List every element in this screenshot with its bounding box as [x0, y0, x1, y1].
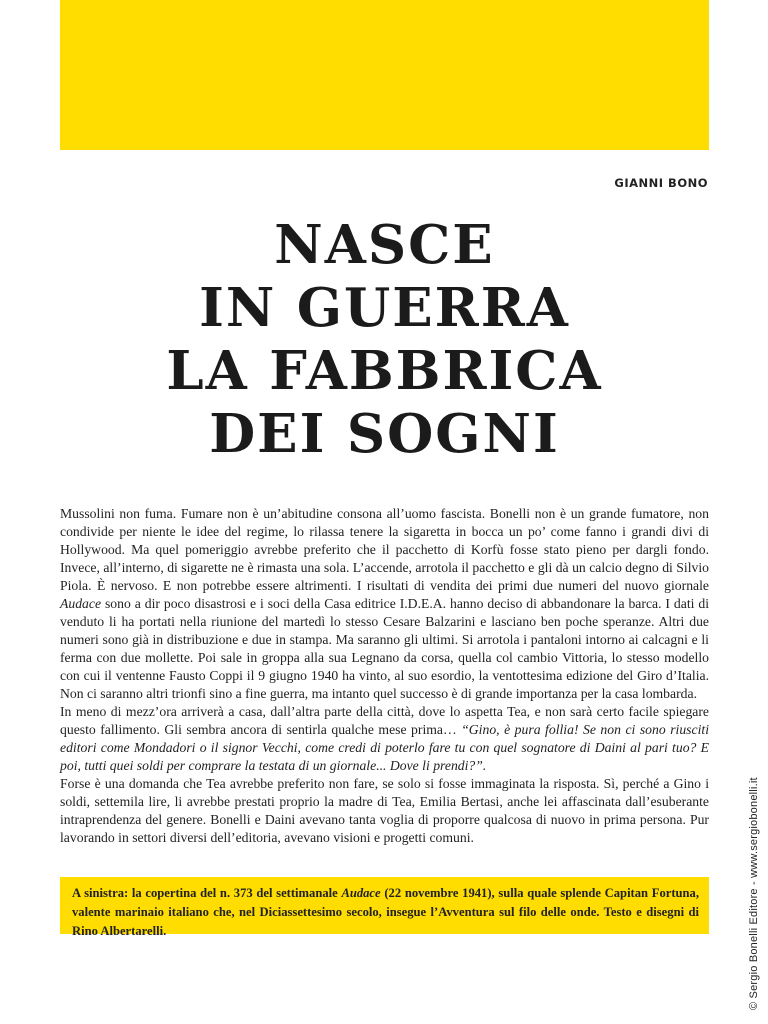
headline-line-3: LA FABBRICA	[166, 340, 603, 402]
author-name: GIANNI BONO	[614, 176, 708, 190]
paragraph-2-text: In meno di mezz’ora arriverà a casa, dall’altra parte della città, dove lo aspetta Tea, e non sarà certo facile spiegare questo fallimento. Gli sembra ancora di sentirla qualche mese prima…	[60, 704, 709, 737]
headline-line-4: DEI SOGNI	[209, 403, 560, 465]
paragraph-2	[60, 703, 709, 775]
paragraph-1	[60, 505, 709, 703]
headline-line-1: NASCE	[274, 214, 495, 276]
yellow-header-block	[60, 0, 709, 150]
paragraph-1-text-a: Mussolini non fuma. Fumare non è un’abitudine consona all’uomo fascista. Bonelli non è un grande fumatore, non condivide per niente le idee del regime, lo rilassa tenere la sigaretta in bocca un po’ come fanno i grandi divi di Hollywood. Ma quel pomeriggio avrebbe preferito che il pacchetto di Korfù fosse stato pieno per dargli fondo. Invece, all’interno, di sigarette ne è rimasta una sola. L’accende, arrotola il pacchetto e gli dà un calcio degno di Silvio Piola. È nervoso. E non potrebbe essere altrimenti. I risultati di vendita dei primi due numeri del nuovo giornale	[60, 506, 709, 593]
article-body	[60, 505, 709, 847]
page-title	[60, 214, 709, 466]
paragraph-3: Forse è una domanda che Tea avrebbe preferito non fare, se solo si fosse immaginata la risposta. Sì, perché a Gino i soldi, settemila lire, li avrebbe prestati proprio la madre di Tea, Emilia Bertasi, anche lei affascinata dall’esuberante intraprendenza del genere. Bonelli e Daini avevano tanta voglia di proporre qualcosa di nuovo in prima persona. Pur lavorando in settori diversi dell’editoria, avevano visioni e progetti comuni.	[60, 776, 709, 845]
copyright-credit: © Sergio Bonelli Editore - www.sergiobonelli.it	[748, 777, 760, 1010]
magazine-title-audace: Audace	[60, 596, 102, 611]
caption-magazine-title: Audace	[341, 886, 381, 900]
caption-box	[60, 877, 709, 938]
headline-line-2: IN GUERRA	[199, 277, 570, 339]
paragraph-2-quote: “Gino, è pura follia! Se non ci sono riusciti editori come Mondadori o il signor Vecchi, come credi di poterlo fare tu con quel sognatore di Daini al pari tuo? E poi, tutti quei soldi per comprare la testata di un giornale... Dove li prendi?”.	[60, 722, 709, 773]
caption-text-b: (22 novembre 1941), sulla quale splende Capitan Fortuna, valente marinaio italiano che, nel Diciassettesimo secolo, insegue l’Avventura sul filo delle onde. Testo e disegni di Rino Albertarelli.	[72, 886, 699, 938]
paragraph-1-text-b: sono a dir poco disastrosi e i soci della Casa editrice I.D.E.A. hanno deciso di abbandonare la barca. I dati di venduto li ha portati nella riunione del martedì lo stesso Cesare Balzarini e lasciano ben poche speranze. Altri due numeri sono già in distribuzione e due in stampa. Ma saranno gli ultimi. Si arrotola i pantaloni intorno ai calcagni e li ferma con due mollette. Poi sale in groppa alla sua Legnano da corsa, quella col cambio Vittoria, lo stesso modello con cui il ventenne Fausto Coppi il 9 giugno 1940 ha vinto, al suo esordio, la ventottesima edizione del Giro d’Italia. Non ci saranno altri trionfi sino a fine guerra, ma intanto quel successo è di grande importanza per la casa lombarda.	[60, 596, 709, 701]
caption-text-a: A sinistra: la copertina del n. 373 del settimanale	[72, 886, 342, 900]
